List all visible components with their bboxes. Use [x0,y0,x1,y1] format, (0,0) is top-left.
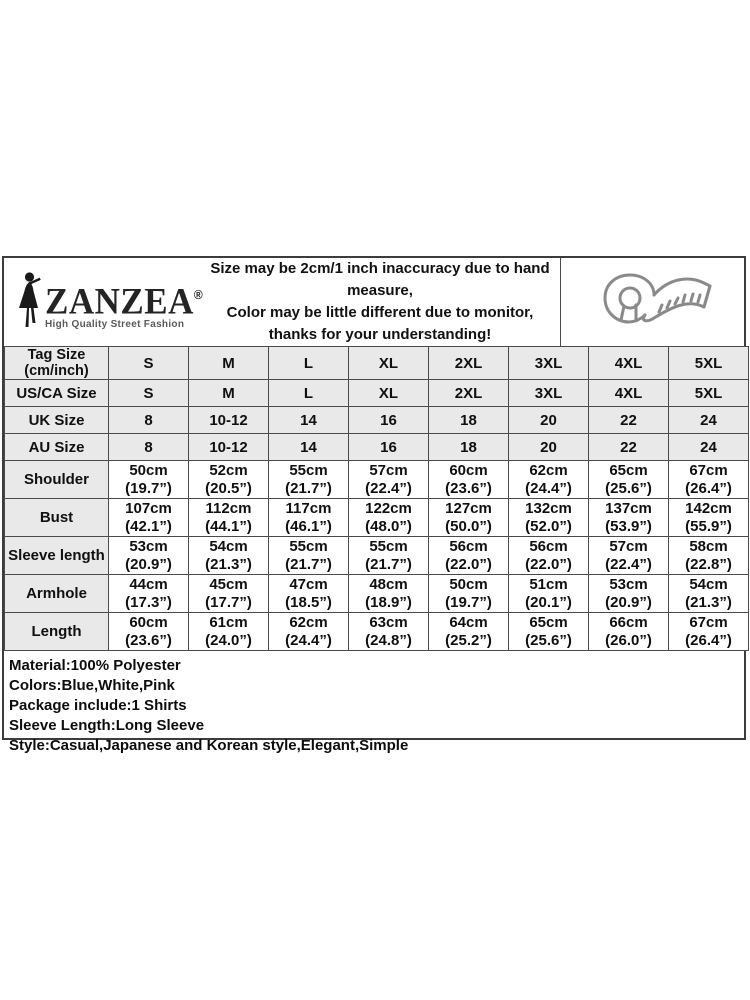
detail-line: Colors:Blue,White,Pink [9,677,175,694]
size-column-header: 2XL [429,347,509,380]
size-column-header: XL [349,347,429,380]
brand-text-block [45,279,203,330]
table-row [5,575,749,613]
measure-cell: 56cm (22.0”) [509,537,589,575]
row-label: Sleeve length [5,537,109,575]
measure-cell: 60cm (23.6”) [429,461,509,499]
row-label-tag-size: Tag Size (cm/inch) [5,347,109,380]
row-label: Armhole [5,575,109,613]
detail-line: Package include:1 Shirts [9,697,187,714]
measure-cell: 50cm (19.7”) [429,575,509,613]
measure-cell: 65cm (25.6”) [509,613,589,651]
size-cell: 10-12 [189,434,269,461]
table-row [5,613,749,651]
measure-cell: 142cm (55.9”) [669,499,749,537]
disclaimer-line-1: Size may be 2cm/1 inch inaccuracy due to hand measure, [210,260,550,299]
size-column-header: M [189,347,269,380]
size-cell: 16 [349,434,429,461]
measure-cell: 55cm (21.7”) [269,461,349,499]
measure-cell: 62cm (24.4”) [269,613,349,651]
size-chart-panel [2,256,746,754]
measure-cell: 51cm (20.1”) [509,575,589,613]
table-row-tag-size [5,347,749,380]
row-label: Bust [5,499,109,537]
measure-cell: 52cm (20.5”) [189,461,269,499]
table-row [5,461,749,499]
table-row [5,407,749,434]
measure-cell: 112cm (44.1”) [189,499,269,537]
measure-cell: 127cm (50.0”) [429,499,509,537]
size-cell: 20 [509,407,589,434]
size-cell: 14 [269,407,349,434]
size-cell: L [269,380,349,407]
measure-cell: 55cm (21.7”) [349,537,429,575]
measure-cell: 64cm (25.2”) [429,613,509,651]
measure-cell: 65cm (25.6”) [589,461,669,499]
row-label: US/CA Size [5,380,109,407]
size-cell: 24 [669,434,749,461]
measure-cell: 67cm (26.4”) [669,613,749,651]
measure-cell: 66cm (26.0”) [589,613,669,651]
measure-cell: 54cm (21.3”) [189,537,269,575]
measure-cell: 67cm (26.4”) [669,461,749,499]
brand-name: ZANZEA® [45,281,204,323]
header [4,258,744,346]
measure-cell: 53cm (20.9”) [589,575,669,613]
measure-cell: 58cm (22.8”) [669,537,749,575]
measure-cell: 56cm (22.0”) [429,537,509,575]
size-cell: 8 [109,407,189,434]
size-cell: 8 [109,434,189,461]
measure-cell: 48cm (18.9”) [349,575,429,613]
measure-cell: 45cm (17.7”) [189,575,269,613]
measure-cell: 55cm (21.7”) [269,537,349,575]
row-label: Length [5,613,109,651]
detail-line: Sleeve Length:Long Sleeve [9,717,205,734]
measure-cell: 54cm (21.3”) [669,575,749,613]
measure-cell: 53cm (20.9”) [109,537,189,575]
row-label: UK Size [5,407,109,434]
size-column-header: 3XL [509,347,589,380]
detail-line: Material:100% Polyester [9,657,181,674]
row-label: Shoulder [5,461,109,499]
measure-cell: 61cm (24.0”) [189,613,269,651]
size-cell: 20 [509,434,589,461]
table-row [5,537,749,575]
product-details [4,651,744,756]
disclaimer-line-3: thanks for your understanding! [268,326,492,343]
registered-mark: ® [193,287,204,303]
size-cell: 2XL [429,380,509,407]
size-cell: 16 [349,407,429,434]
measure-cell: 57cm (22.4”) [349,461,429,499]
measure-cell: 57cm (22.4”) [589,537,669,575]
size-column-header: 5XL [669,347,749,380]
size-cell: 24 [669,407,749,434]
size-column-header: S [109,347,189,380]
size-cell: S [109,380,189,407]
size-cell: 22 [589,407,669,434]
brand-logo [4,268,204,336]
disclaimer-text [200,258,560,346]
measure-cell: 132cm (52.0”) [509,499,589,537]
table-row [5,380,749,407]
measure-cell: 50cm (19.7”) [109,461,189,499]
detail-line: Style:Casual,Japanese and Korean style,Elegant,Simple [9,737,409,754]
size-table [4,346,749,651]
size-cell: 18 [429,434,509,461]
size-cell: 3XL [509,380,589,407]
measuring-tape-icon [590,271,716,333]
size-cell: XL [349,380,429,407]
brand-tagline: High Quality Street Fashion [45,319,185,330]
woman-silhouette-icon [16,272,42,330]
size-cell: 14 [269,434,349,461]
size-cell: 22 [589,434,669,461]
measure-cell: 137cm (53.9”) [589,499,669,537]
size-column-header: L [269,347,349,380]
measure-cell: 122cm (48.0”) [349,499,429,537]
size-cell: 10-12 [189,407,269,434]
size-cell: 18 [429,407,509,434]
table-row [5,434,749,461]
tape-cell [560,258,744,346]
size-cell: M [189,380,269,407]
disclaimer-line-2: Color may be little different due to monitor, [226,304,534,321]
measure-cell: 107cm (42.1”) [109,499,189,537]
measure-cell: 60cm (23.6”) [109,613,189,651]
size-cell: 4XL [589,380,669,407]
measure-cell: 117cm (46.1”) [269,499,349,537]
size-column-header: 4XL [589,347,669,380]
measure-cell: 63cm (24.8”) [349,613,429,651]
size-cell: 5XL [669,380,749,407]
measure-cell: 62cm (24.4”) [509,461,589,499]
table-row [5,499,749,537]
row-label: AU Size [5,434,109,461]
measure-cell: 47cm (18.5”) [269,575,349,613]
measure-cell: 44cm (17.3”) [109,575,189,613]
